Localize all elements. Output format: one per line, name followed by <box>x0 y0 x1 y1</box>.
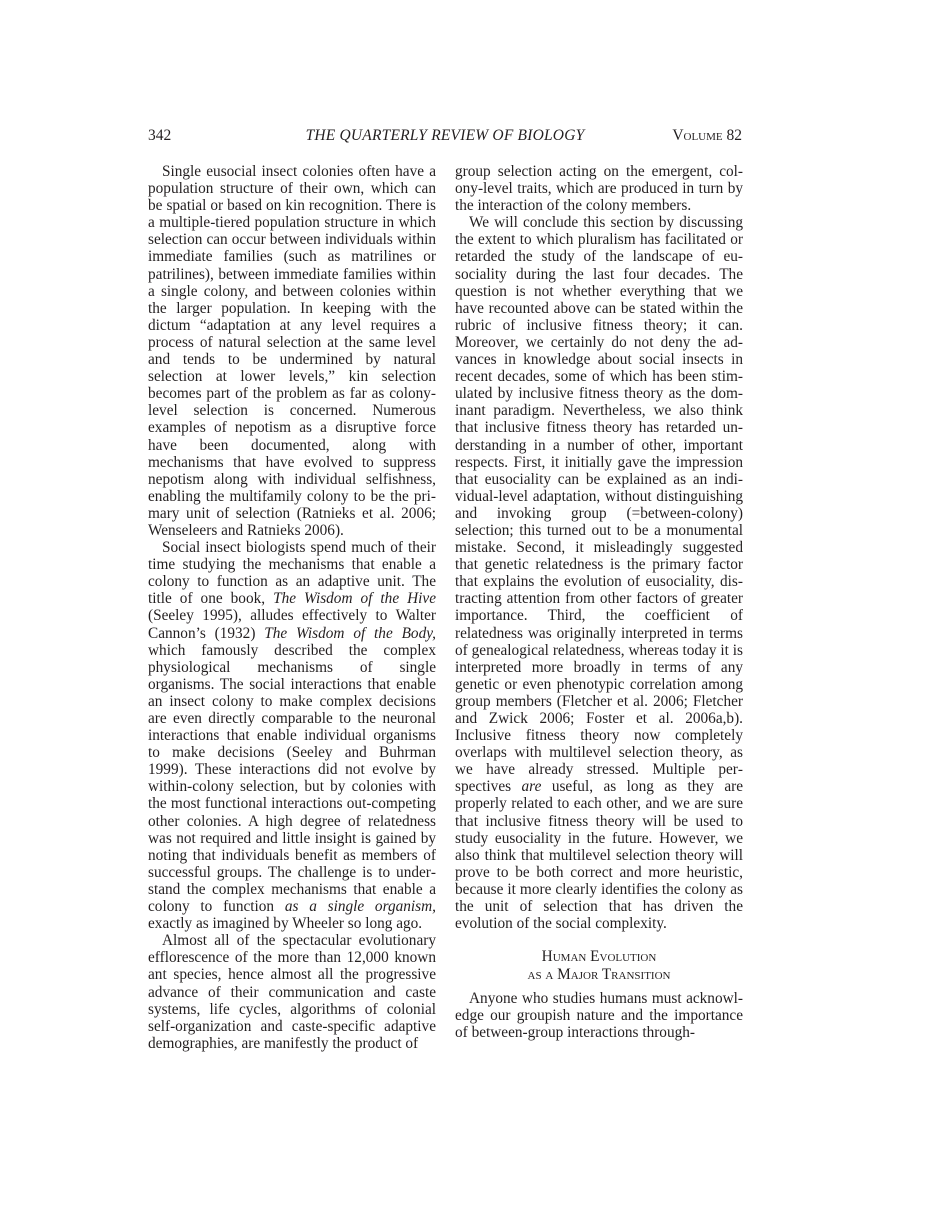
paragraph-ant-species-efflorescence: Almost all of the spectacular evolutionary efflorescence of the more than 12,000 known ant species, hence almost all the progressive advance of their communication and caste systems, life cycles, algorithms of colonial self-organization and caste-specific adaptive demographies, are manifestly the product of <box>148 932 436 1052</box>
volume-label: Volume 82 <box>672 127 742 144</box>
text-run: useful, as long as they are properly related to each other, and we are sure that inclusive fitness theory will be used to study eusociality in the future. However, we also think that multilevel selection theory will prove to be both correct and more heuristic, because it more clearly identifies the colony as the unit of selection that has driven the evolution of the social complexity. <box>455 778 743 933</box>
paragraph-pluralism-conclusion <box>455 214 743 932</box>
book-title-wisdom-of-the-hive: The Wisdom of the Hive <box>273 590 436 608</box>
book-title-wisdom-of-the-body: The Wisdom of the Body, <box>264 624 436 642</box>
text-run: Social insect biologists spend much of their time studying the mechanisms that enable a colony to function as an adaptive unit. The title of one book, <box>148 539 436 608</box>
paragraph-colony-population-structure: Single eusocial insect colonies often have a population structure of their own, which can be spatial or based on kin recognition. There is a multiple-tiered population structure in which selection can occur between individuals within immediate families (such as matrilines or patrilines), between immediate families within a single colony, and between colonies within the larger population. In keeping with the dictum “adaptation at any level requires a process of natural selection at the same level and tends to be undermined by natural selection at lower levels,” kin selection becomes part of the problem as far as colony-level selection is concerned. Numerous examples of nepotism as a disruptive force have been documented, along with mechanisms that have evolved to suppress nepotism along with individual selfishness, enabling the multifamily colony to be the primary unit of selection (Ratnieks et al. 2006; Wenseleers and Ratnieks 2006). <box>148 163 436 539</box>
journal-title: THE QUARTERLY REVIEW OF BIOLOGY <box>305 127 585 144</box>
section-heading-line-2: as a Major Transition <box>527 966 671 984</box>
emphasis-single-organism: as a single organism, <box>284 898 436 916</box>
left-column <box>148 163 436 1052</box>
right-column <box>455 163 743 1042</box>
section-heading <box>455 948 743 984</box>
text-run: (Seeley 1995), alludes effectively to Walter Cannon’s (1932) <box>148 607 436 642</box>
emphasis-are: are <box>521 778 542 796</box>
page-number: 342 <box>148 127 172 144</box>
running-header <box>148 127 742 151</box>
text-run: We will conclude this section by discussing the extent to which pluralism has facilitated or retarded the study of the landscape of eusociality during the last four decades. The question is not whether everything that we have recounted above can be stated within the rubric of inclusive fitness theory; it can. Moreover, we certainly do not deny the advances in knowledge about social insects in recent decades, some of which has been stimulated by inclusive fitness theory as the dominant paradigm. Nevertheless, we also think that inclusive fitness theory has retarded understanding in a number of other, important respects. First, it initially gave the impression that eusociality can be explained as an individual-level adaptation, without distinguishing and invoking group (=between-colony) selection; this turned out to be a monumental mistake. Second, it misleadingly suggested that genetic relatedness is the primary factor that explains the evolution of eusociality, distracting attention from other factors of greater importance. Third, the coefficient of relatedness was originally interpreted in terms of genealogical relatedness, whereas today it is interpreted more broadly in terms of any genetic or even phenotypic correlation among group members (Fletcher et al. 2006; Fletcher and Zwick 2006; Foster et al. 2006a,b). Inclusive fitness theory now completely overlaps with multilevel selection theory, as we have already stressed. Multiple perspectives <box>455 214 743 796</box>
text-run: exactly as imagined by Wheeler so long ago. <box>148 915 423 933</box>
section-heading-line-1: Human Evolution <box>541 948 657 966</box>
paragraph-human-groupish-nature: Anyone who studies humans must acknowledge our groupish nature and the importance of between-group interactions through- <box>455 990 743 1042</box>
paragraph-social-insect-mechanisms <box>148 539 436 932</box>
text-run: which famously described the complex physiological mechanisms of single organisms. The social interactions that enable an insect colony to make complex decisions are even directly comparable to the neuronal interactions that enable individual organisms to make decisions (Seeley and Buhrman 1999). These interactions did not evolve by within-colony selection, but by colonies with the most functional interactions out-competing other colonies. A high degree of relatedness was not required and little insight is gained by noting that individuals benefit as members of successful groups. The challenge is to understand the complex mechanisms that enable a colony to function <box>148 641 436 916</box>
paragraph-continued-group-selection: group selection acting on the emergent, colony-level traits, which are produced in turn by the interaction of the colony members. <box>455 163 743 215</box>
